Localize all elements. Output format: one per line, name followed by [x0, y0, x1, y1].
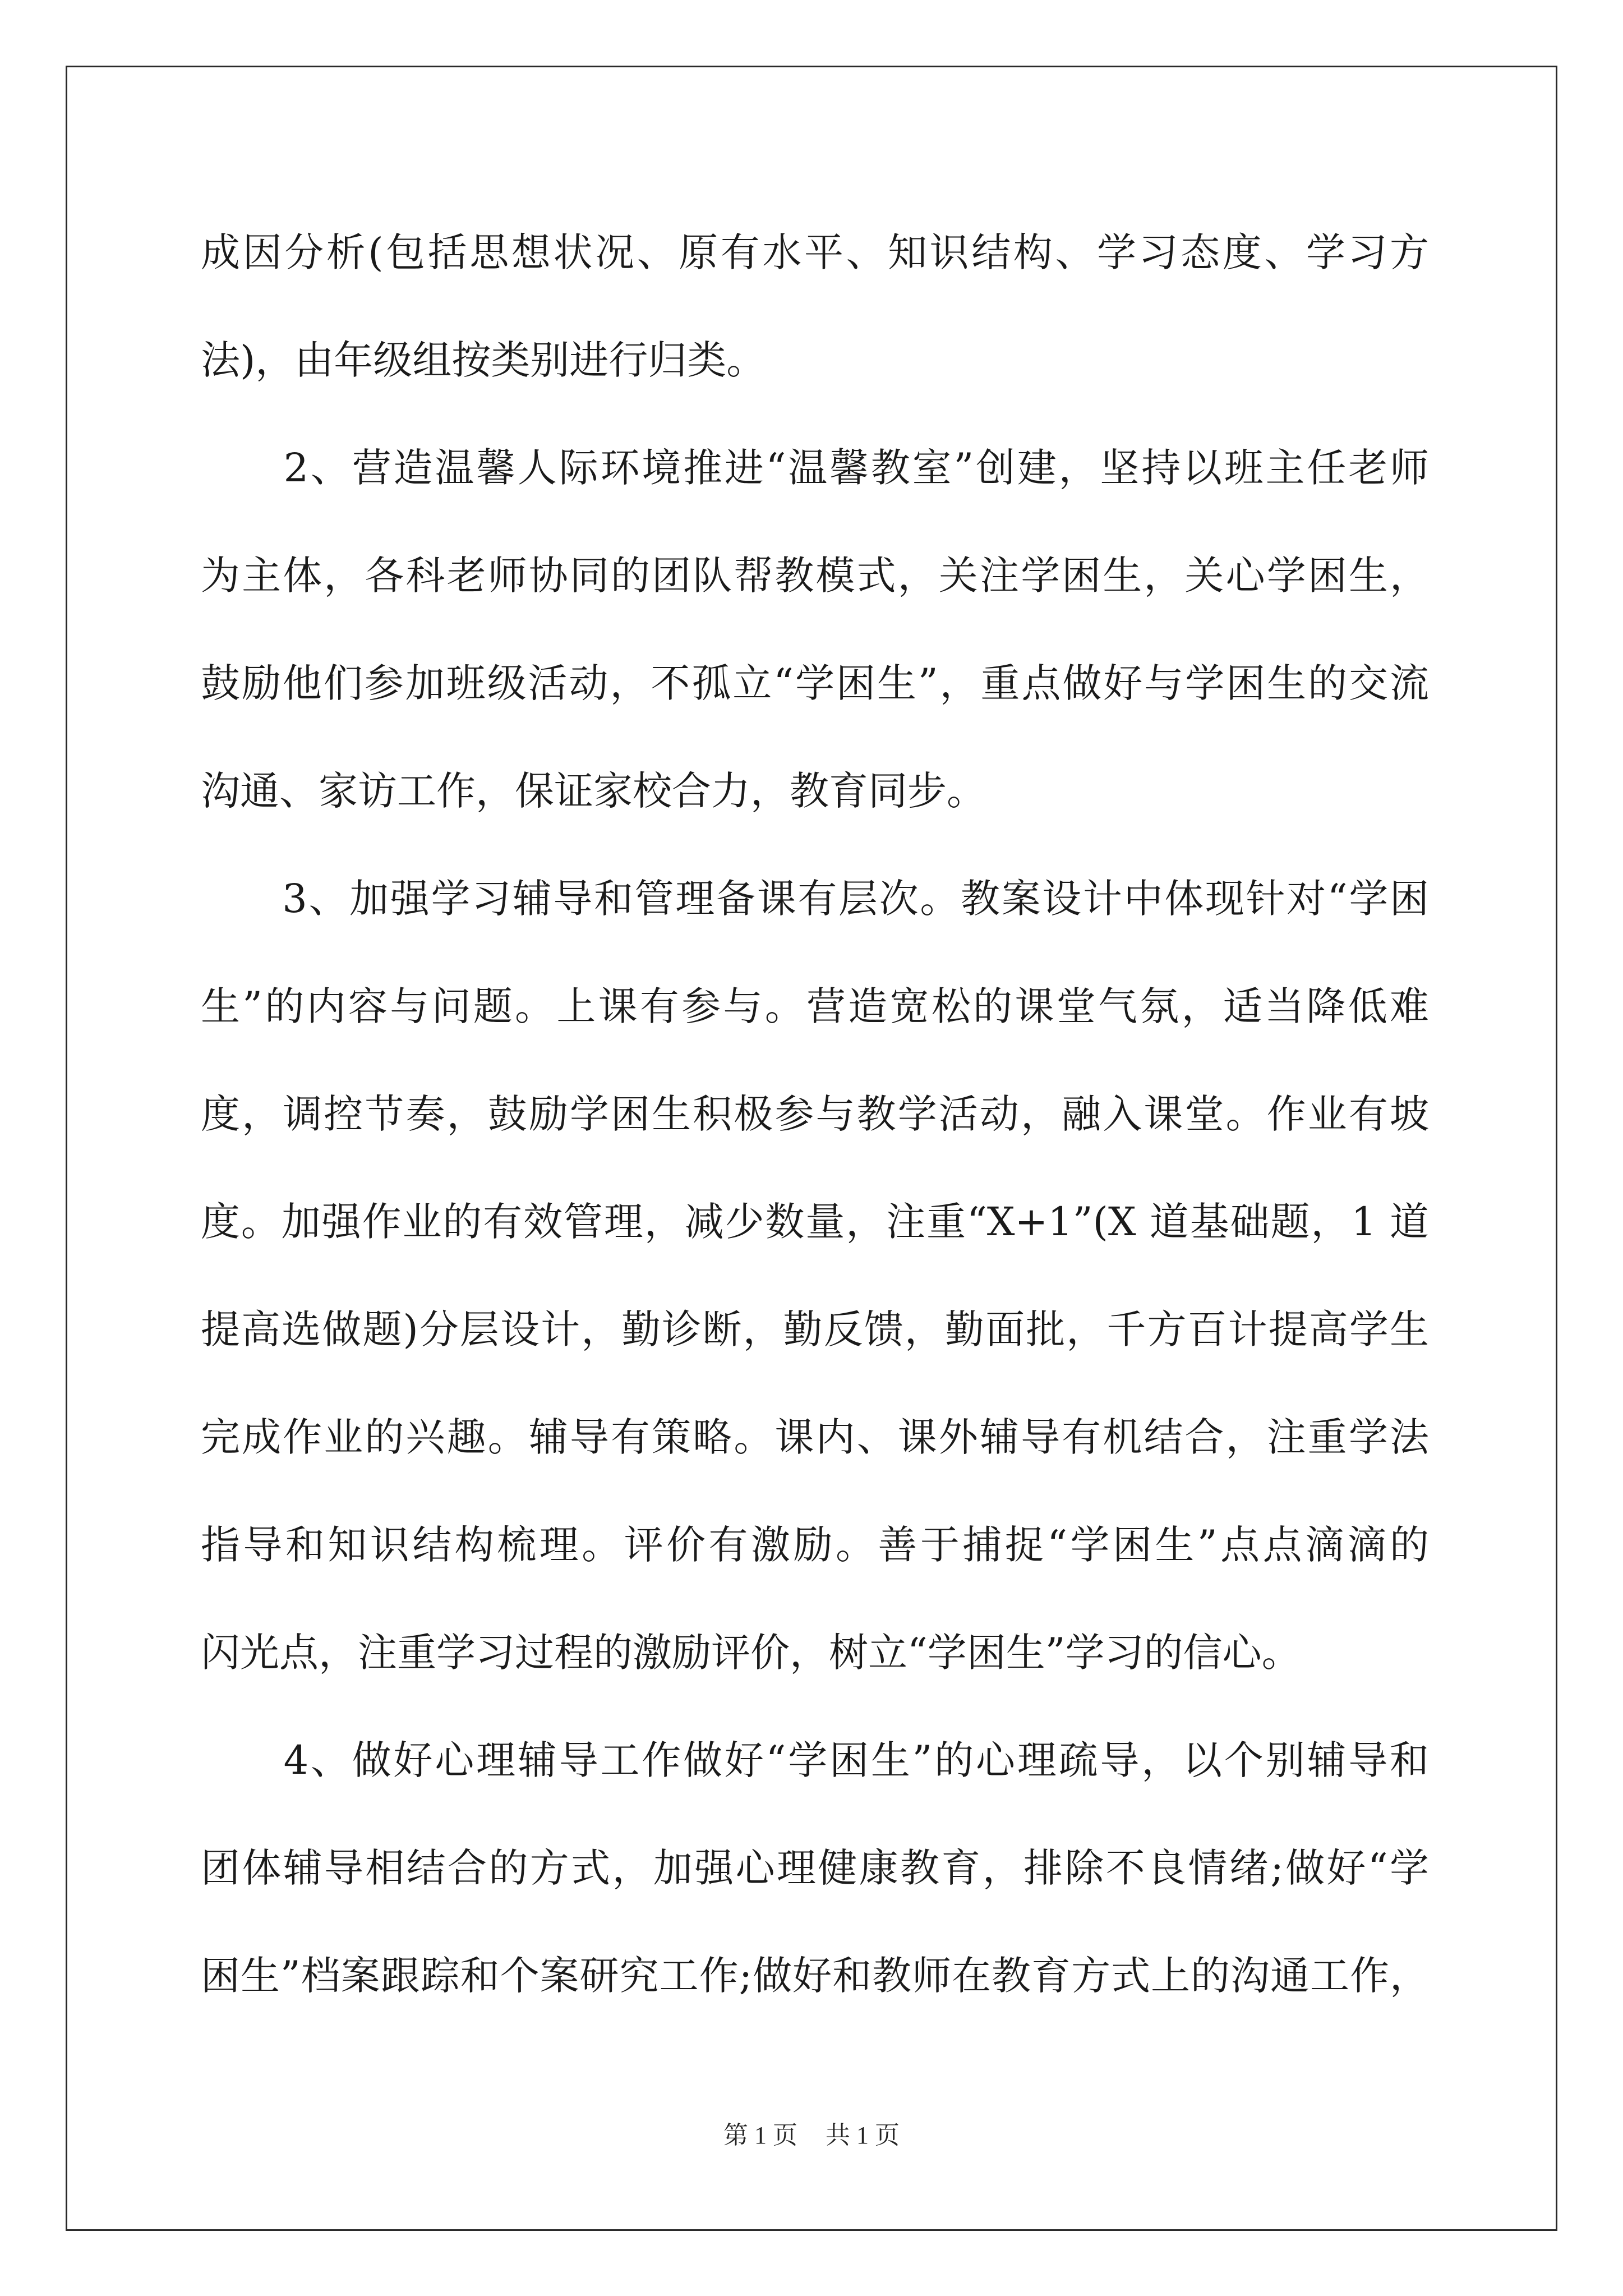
- text-line: 4、做好心理辅导工作做好“学困生”的心理疏导，以个别辅导和: [201, 1737, 1429, 1783]
- document-body: [201, 213, 1429, 2044]
- text-line: 3、加强学习辅导和管理备课有层次。教案设计中体现针对“学困: [201, 876, 1429, 922]
- text-line: 团体辅导相结合的方式，加强心理健康教育，排除不良情绪;做好“学: [201, 1845, 1429, 1891]
- text-line: 完成作业的兴趣。辅导有策略。课内、课外辅导有机结合，注重学法: [201, 1414, 1429, 1460]
- text-line: 困生”档案跟踪和个案研究工作;做好和教师在教育方式上的沟通工作，: [201, 1953, 1429, 1999]
- text-line: 提高选做题)分层设计，勤诊断，勤反馈，勤面批，千方百计提高学生: [201, 1306, 1429, 1352]
- text-line: 生”的内容与问题。上课有参与。营造宽松的课堂气氛，适当降低难: [201, 983, 1429, 1029]
- text-line: 度。加强作业的有效管理，减少数量，注重“X+1”(X 道基础题，1 道: [201, 1199, 1429, 1245]
- text-line: 闪光点，注重学习过程的激励评价，树立“学困生”学习的信心。: [201, 1630, 1301, 1676]
- page-footer: [0, 2115, 1623, 2151]
- page-total: 共 1 页: [826, 2122, 900, 2149]
- text-line: 法)，由年级组按类别进行归类。: [201, 337, 766, 383]
- text-line: 为主体，各科老师协同的团队帮教模式，关注学困生，关心学困生，: [201, 553, 1429, 599]
- text-line: 指导和知识结构梳理。评价有激励。善于捕捉“学困生”点点滴滴的: [201, 1522, 1429, 1568]
- text-line: 度，调控节奏，鼓励学困生积极参与教学活动，融入课堂。作业有坡: [201, 1091, 1429, 1137]
- text-line: 鼓励他们参加班级活动，不孤立“学困生”，重点做好与学困生的交流: [201, 660, 1429, 706]
- text-line: 2、营造温馨人际环境推进“温馨教室”创建，坚持以班主任老师: [201, 445, 1429, 491]
- text-line: 成因分析(包括思想状况、原有水平、知识结构、学习态度、学习方: [201, 229, 1429, 275]
- page-number: 第 1 页: [723, 2122, 797, 2149]
- text-line: 沟通、家访工作，保证家校合力，教育同步。: [201, 768, 986, 814]
